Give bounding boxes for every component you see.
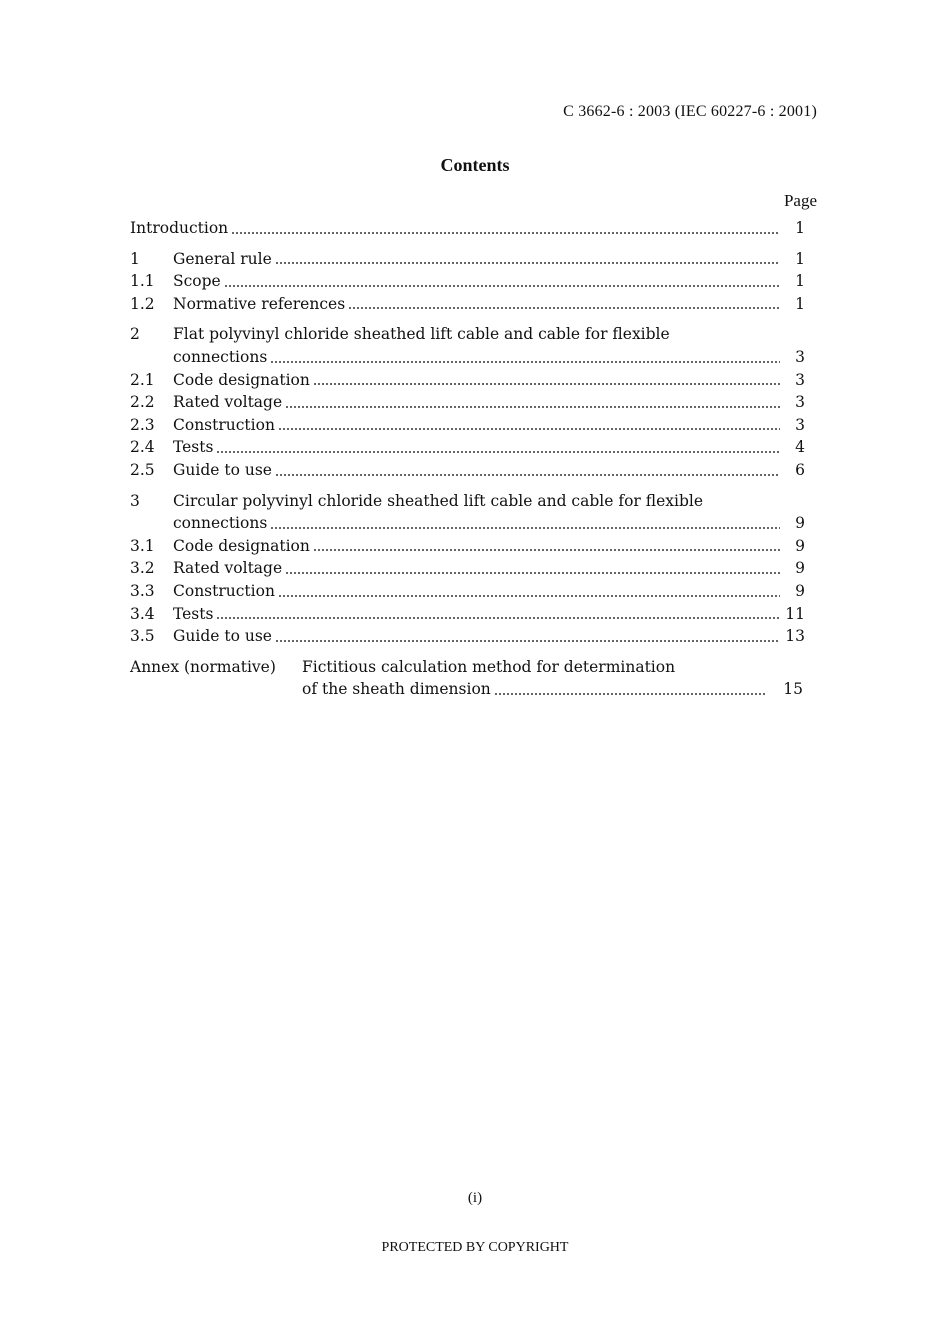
toc-entry-title: Rated voltage [173,559,283,578]
toc-entry-title: Tests [173,438,214,457]
toc-entry-annex-line1[interactable] [130,658,805,681]
toc-entry-title: Guide to use [173,627,272,646]
toc-entry-3-2[interactable] [130,559,805,582]
toc-entry-number: 1 [130,249,140,268]
toc-entry-number: 2.4 [130,438,155,457]
toc-entry-title: Normative references [173,294,346,313]
toc-entry-introduction[interactable] [130,219,805,242]
toc-entry-page: 3 [795,370,805,389]
toc-entry-page: 9 [795,514,805,533]
dot-leader [216,450,780,454]
annex-label: Annex (normative) [130,657,276,676]
toc-entry-page: 9 [795,559,805,578]
toc-entry-2-1[interactable] [130,371,805,394]
dot-leader [278,427,780,431]
toc-entry-title-continued: connections [173,514,268,533]
toc-entry-3-1[interactable] [130,537,805,560]
dot-leader [270,526,780,530]
toc-entry-title: Construction [173,581,275,600]
toc-entry-annex-line2[interactable] [130,680,805,703]
toc-entry-title: Flat polyvinyl chloride sheathed lift cable and cable for flexible [173,325,670,344]
toc-entry-page: 1 [795,272,805,291]
dot-leader [275,261,780,265]
dot-leader [313,548,780,552]
toc-entry-page: 1 [795,249,805,268]
toc-entry-title: Tests [173,604,214,623]
toc-entry-2-4[interactable] [130,438,805,461]
toc-entry-number: 2.1 [130,370,155,389]
toc-entry-1-1[interactable] [130,272,805,295]
toc-entry-title: Code designation [173,536,310,555]
toc-entry-title: Code designation [173,370,310,389]
toc-entry-number: 2 [130,325,140,344]
toc-entry-title: Rated voltage [173,393,283,412]
toc-entry-page: 11 [785,604,805,623]
toc-entry-title: Guide to use [173,460,272,479]
toc-entry-3-line2[interactable] [130,514,805,537]
toc-entry-title: Construction [173,415,275,434]
toc-entry-page: 3 [795,347,805,366]
toc-entry-number: 3 [130,491,140,510]
dot-leader [285,571,780,575]
toc-entry-page: 3 [795,393,805,412]
dot-leader [216,616,780,620]
dot-leader [313,382,780,386]
toc-entry-title-continued: connections [173,347,268,366]
toc-entry-page: 6 [795,460,805,479]
toc-entry-title: Introduction [130,219,229,237]
toc-entry-number: 3.5 [130,627,155,646]
dot-leader [231,231,780,235]
toc-entry-title: Circular polyvinyl chloride sheathed lift cable and cable for flexible [173,491,704,510]
toc-entry-number: 3.4 [130,604,155,623]
dot-leader [348,306,780,310]
dot-leader [494,692,766,696]
toc-entry-number: 3.1 [130,536,155,555]
toc-entry-2-line2[interactable] [130,348,805,371]
table-of-contents [130,219,805,703]
toc-entry-number: 1.2 [130,294,155,313]
toc-entry-number: 2.2 [130,393,155,412]
toc-entry-2-3[interactable] [130,416,805,439]
toc-entry-title-continued: of the sheath dimension [302,680,491,699]
dot-leader [285,405,780,409]
toc-entry-number: 1.1 [130,272,155,291]
toc-entry-1-2[interactable] [130,295,805,318]
toc-entry-page: 3 [795,415,805,434]
toc-entry-number: 3.2 [130,559,155,578]
dot-leader [275,473,780,477]
toc-entry-title: Fictitious calculation method for determination [302,657,676,676]
page-title: Contents [440,155,510,175]
toc-entry-title: General rule [173,249,272,268]
dot-leader [275,639,780,643]
toc-entry-number: 2.5 [130,460,155,479]
toc-entry-number: 3.3 [130,581,155,600]
toc-entry-page: 1 [795,219,805,237]
toc-entry-2-2[interactable] [130,393,805,416]
toc-entry-title: Scope [173,272,221,291]
toc-entry-3-5[interactable] [130,627,805,650]
toc-entry-page: 15 [783,680,803,699]
toc-entry-1[interactable] [130,250,805,273]
toc-entry-page: 9 [795,536,805,555]
copyright-notice: PROTECTED BY COPYRIGHT [381,1240,569,1255]
dot-leader [224,284,780,288]
toc-entry-2-5[interactable] [130,461,805,484]
dot-leader [270,360,780,364]
toc-entry-3-3[interactable] [130,582,805,605]
dot-leader [278,594,780,598]
document-header: C 3662-6 : 2003 (IEC 60227-6 : 2001) [563,103,817,120]
toc-entry-page: 9 [795,581,805,600]
toc-entry-number: 2.3 [130,415,155,434]
page-number: (i) [467,1190,483,1206]
toc-entry-3-4[interactable] [130,605,805,628]
toc-entry-3-line1[interactable] [130,492,805,515]
toc-entry-page: 4 [795,438,805,457]
toc-entry-2-line1[interactable] [130,325,805,348]
page-column-label: Page [783,191,817,210]
toc-entry-page: 1 [795,294,805,313]
toc-entry-page: 13 [785,627,805,646]
